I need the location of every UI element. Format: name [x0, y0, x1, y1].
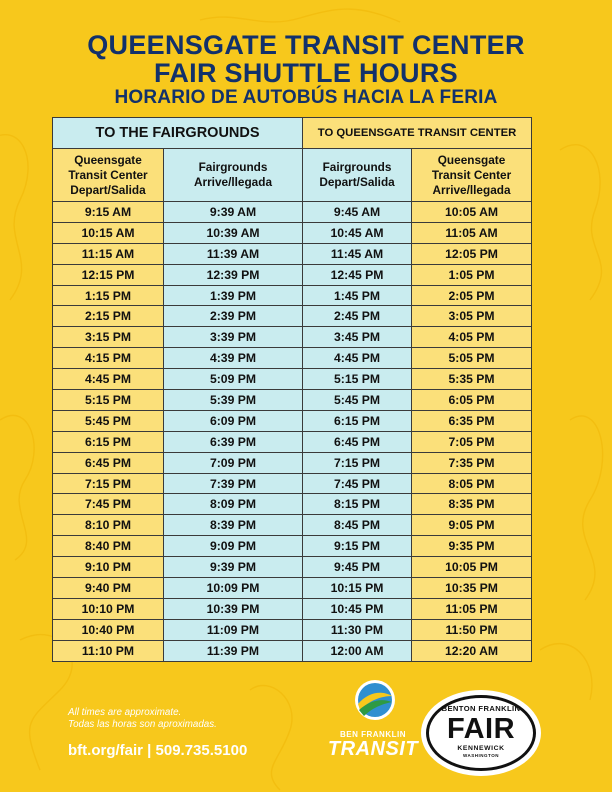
transit-depart-cell: 10:15 AM	[53, 222, 164, 243]
transit-depart-cell: 11:15 AM	[53, 243, 164, 264]
table-row	[53, 369, 532, 390]
fairgrounds-depart-cell: 12:45 PM	[303, 264, 412, 285]
table-row	[53, 264, 532, 285]
transit-arrive-cell: 10:35 PM	[412, 578, 532, 599]
page-title: QUEENSGATE TRANSIT CENTER	[87, 30, 525, 60]
transit-depart-cell: 1:15 PM	[53, 285, 164, 306]
transit-depart-cell: 5:15 PM	[53, 390, 164, 411]
col-header-line: Transit Center	[68, 167, 148, 182]
fairgrounds-depart-cell: 4:45 PM	[303, 348, 412, 369]
table-row	[53, 410, 532, 431]
fairgrounds-arrive-cell: 8:09 PM	[164, 494, 303, 515]
fairgrounds-arrive-cell: 8:39 PM	[164, 515, 303, 536]
fairgrounds-arrive-cell: 7:39 PM	[164, 473, 303, 494]
fairgrounds-arrive-cell: 2:39 PM	[164, 306, 303, 327]
col-header-fairgrounds-depart	[303, 149, 412, 202]
table-row	[53, 431, 532, 452]
schedule-table	[52, 117, 532, 662]
table-row	[53, 390, 532, 411]
fair-logo-main-text: FAIR	[446, 713, 516, 745]
table-row	[53, 494, 532, 515]
table-row	[53, 202, 532, 223]
fairgrounds-arrive-cell: 10:39 PM	[164, 598, 303, 619]
transit-arrive-cell: 10:05 AM	[412, 202, 532, 223]
group-header-row	[53, 118, 532, 149]
transit-depart-cell: 8:10 PM	[53, 515, 164, 536]
fairgrounds-depart-cell: 8:45 PM	[303, 515, 412, 536]
fairgrounds-depart-cell: 9:15 PM	[303, 536, 412, 557]
fairgrounds-depart-cell: 10:45 PM	[303, 598, 412, 619]
col-header-fairgrounds-arrive	[164, 149, 303, 202]
transit-arrive-cell: 5:35 PM	[412, 369, 532, 390]
fairgrounds-arrive-cell: 7:09 PM	[164, 452, 303, 473]
fairgrounds-arrive-cell: 11:39 PM	[164, 640, 303, 661]
transit-depart-cell: 8:40 PM	[53, 536, 164, 557]
transit-depart-cell: 10:10 PM	[53, 598, 164, 619]
transit-arrive-cell: 5:05 PM	[412, 348, 532, 369]
transit-depart-cell: 6:15 PM	[53, 431, 164, 452]
fairgrounds-depart-cell: 8:15 PM	[303, 494, 412, 515]
bft-logo-big-text: TRANSIT	[327, 738, 419, 760]
fairgrounds-arrive-cell: 3:39 PM	[164, 327, 303, 348]
transit-arrive-cell: 8:05 PM	[412, 473, 532, 494]
fairgrounds-arrive-cell: 6:09 PM	[164, 410, 303, 431]
transit-arrive-cell: 11:05 AM	[412, 222, 532, 243]
table-row	[53, 640, 532, 661]
table-row	[53, 348, 532, 369]
fairgrounds-depart-cell: 7:45 PM	[303, 473, 412, 494]
table-row	[53, 619, 532, 640]
table-row	[53, 598, 532, 619]
transit-arrive-cell: 2:05 PM	[412, 285, 532, 306]
table-row	[53, 243, 532, 264]
transit-arrive-cell: 11:50 PM	[412, 619, 532, 640]
table-row	[53, 327, 532, 348]
fair-logo-bottom-text: KENNEWICK	[457, 745, 505, 752]
group-to-fairgrounds: TO THE FAIRGROUNDS	[53, 118, 303, 149]
col-header-transit-arrive	[412, 149, 532, 202]
column-header-row	[53, 149, 532, 202]
transit-arrive-cell: 6:05 PM	[412, 390, 532, 411]
schedule-rows	[53, 202, 532, 662]
transit-depart-cell: 11:10 PM	[53, 640, 164, 661]
bft-logo-small-text: BEN FRANKLIN	[340, 730, 406, 739]
fairgrounds-depart-cell: 9:45 PM	[303, 557, 412, 578]
note-english: All times are approximate.	[68, 707, 182, 718]
page-subtitle-spanish: HORARIO DE AUTOBÚS HACIA LA FERIA	[114, 87, 498, 108]
table-row	[53, 557, 532, 578]
fairgrounds-depart-cell: 5:15 PM	[303, 369, 412, 390]
group-to-transit-center: TO QUEENSGATE TRANSIT CENTER	[303, 118, 532, 149]
note-spanish: Todas las horas son aproximadas.	[68, 719, 217, 730]
fairgrounds-depart-cell: 11:30 PM	[303, 619, 412, 640]
col-header-transit-depart	[53, 149, 164, 202]
col-header-line: Transit Center	[431, 167, 512, 182]
transit-depart-cell: 10:40 PM	[53, 619, 164, 640]
table-row	[53, 536, 532, 557]
transit-arrive-cell: 9:05 PM	[412, 515, 532, 536]
table-row	[53, 473, 532, 494]
fairgrounds-arrive-cell: 9:09 PM	[164, 536, 303, 557]
approximate-times-note	[68, 707, 217, 731]
transit-depart-cell: 7:15 PM	[53, 473, 164, 494]
transit-depart-cell: 9:15 AM	[53, 202, 164, 223]
transit-depart-cell: 7:45 PM	[53, 494, 164, 515]
fairgrounds-arrive-cell: 4:39 PM	[164, 348, 303, 369]
fairgrounds-arrive-cell: 11:39 AM	[164, 243, 303, 264]
fairgrounds-depart-cell: 9:45 AM	[303, 202, 412, 223]
fairgrounds-arrive-cell: 11:09 PM	[164, 619, 303, 640]
fair-logo-top-text: BENTON FRANKLIN	[441, 704, 521, 713]
table-row	[53, 515, 532, 536]
fairgrounds-depart-cell: 10:45 AM	[303, 222, 412, 243]
fairgrounds-depart-cell: 12:00 AM	[303, 640, 412, 661]
fairgrounds-depart-cell: 1:45 PM	[303, 285, 412, 306]
fairgrounds-arrive-cell: 6:39 PM	[164, 431, 303, 452]
transit-arrive-cell: 9:35 PM	[412, 536, 532, 557]
fairgrounds-depart-cell: 6:45 PM	[303, 431, 412, 452]
table-row	[53, 578, 532, 599]
fairgrounds-arrive-cell: 9:39 AM	[164, 202, 303, 223]
col-header-line: Queensgate	[74, 152, 142, 167]
transit-arrive-cell: 11:05 PM	[412, 598, 532, 619]
fairgrounds-arrive-cell: 12:39 PM	[164, 264, 303, 285]
fairgrounds-depart-cell: 2:45 PM	[303, 306, 412, 327]
col-header-line: Depart/Salida	[70, 182, 146, 197]
table-row	[53, 285, 532, 306]
transit-depart-cell: 2:15 PM	[53, 306, 164, 327]
transit-arrive-cell: 8:35 PM	[412, 494, 532, 515]
fairgrounds-arrive-cell: 5:39 PM	[164, 390, 303, 411]
fairgrounds-depart-cell: 5:45 PM	[303, 390, 412, 411]
table-row	[53, 222, 532, 243]
transit-arrive-cell: 12:20 AM	[412, 640, 532, 661]
transit-arrive-cell: 1:05 PM	[412, 264, 532, 285]
col-header-line: Arrive/llegada	[432, 182, 511, 197]
transit-depart-cell: 9:10 PM	[53, 557, 164, 578]
col-header-line: Fairgrounds	[322, 160, 392, 174]
transit-depart-cell: 12:15 PM	[53, 264, 164, 285]
col-header-line: Depart/Salida	[319, 175, 395, 189]
transit-arrive-cell: 6:35 PM	[412, 410, 532, 431]
transit-arrive-cell: 7:05 PM	[412, 431, 532, 452]
fairgrounds-depart-cell: 3:45 PM	[303, 327, 412, 348]
transit-arrive-cell: 4:05 PM	[412, 327, 532, 348]
transit-depart-cell: 9:40 PM	[53, 578, 164, 599]
fair-logo-state-text: WASHINGTON	[463, 753, 499, 758]
transit-depart-cell: 3:15 PM	[53, 327, 164, 348]
fairgrounds-arrive-cell: 10:39 AM	[164, 222, 303, 243]
fairgrounds-arrive-cell: 5:09 PM	[164, 369, 303, 390]
transit-depart-cell: 6:45 PM	[53, 452, 164, 473]
transit-arrive-cell: 7:35 PM	[412, 452, 532, 473]
transit-depart-cell: 5:45 PM	[53, 410, 164, 431]
fairgrounds-arrive-cell: 1:39 PM	[164, 285, 303, 306]
col-header-line: Fairgrounds	[198, 160, 268, 174]
table-row	[53, 452, 532, 473]
fairgrounds-depart-cell: 11:45 AM	[303, 243, 412, 264]
contact-info: bft.org/fair | 509.735.5100	[68, 742, 248, 759]
fairgrounds-depart-cell: 10:15 PM	[303, 578, 412, 599]
fairgrounds-depart-cell: 6:15 PM	[303, 410, 412, 431]
transit-arrive-cell: 12:05 PM	[412, 243, 532, 264]
col-header-line: Arrive/llegada	[193, 175, 273, 189]
col-header-line: Queensgate	[437, 152, 506, 167]
fairgrounds-arrive-cell: 10:09 PM	[164, 578, 303, 599]
transit-arrive-cell: 3:05 PM	[412, 306, 532, 327]
transit-depart-cell: 4:45 PM	[53, 369, 164, 390]
fairgrounds-depart-cell: 7:15 PM	[303, 452, 412, 473]
transit-depart-cell: 4:15 PM	[53, 348, 164, 369]
page-subtitle: FAIR SHUTTLE HOURS	[154, 58, 458, 88]
fairgrounds-arrive-cell: 9:39 PM	[164, 557, 303, 578]
transit-arrive-cell: 10:05 PM	[412, 557, 532, 578]
table-row	[53, 306, 532, 327]
